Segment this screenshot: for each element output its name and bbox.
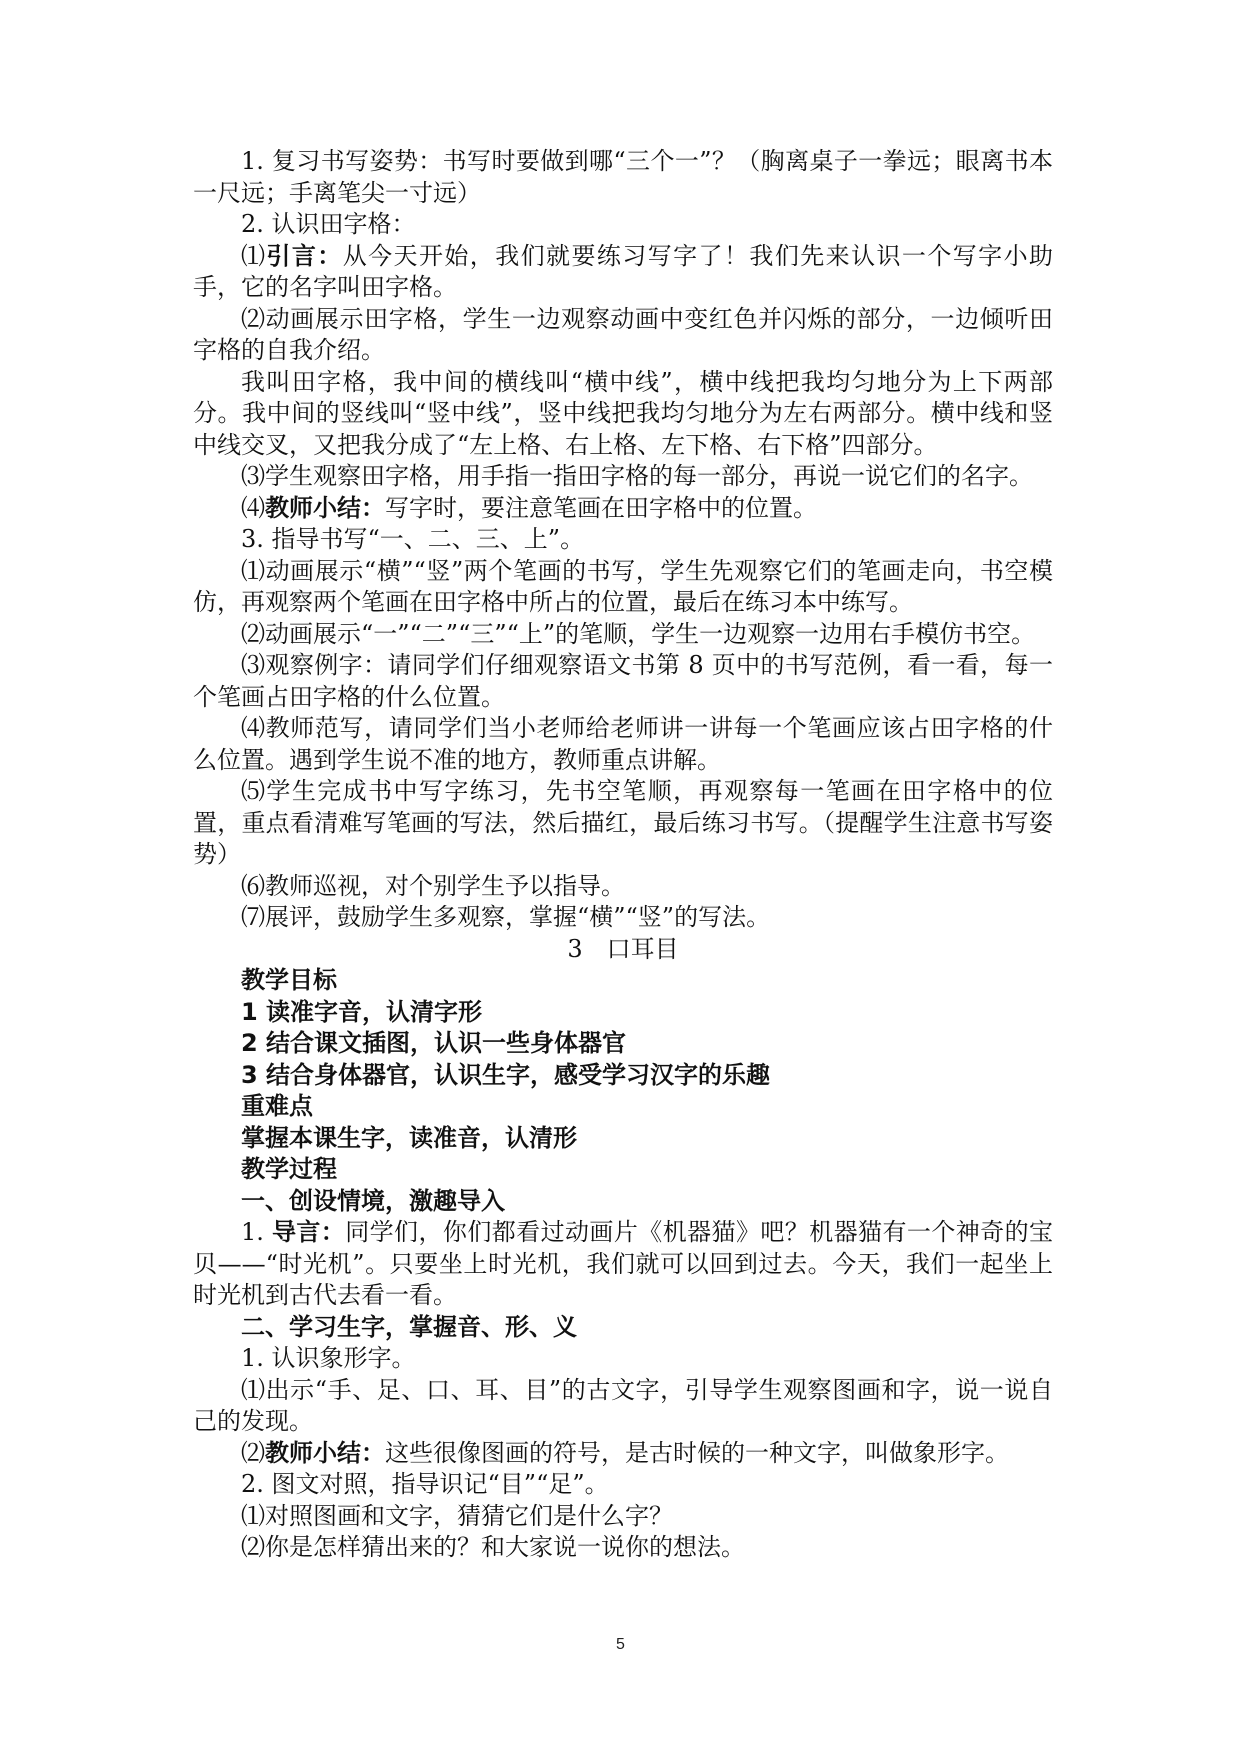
page-number: 5 xyxy=(616,1636,625,1653)
paragraph xyxy=(193,1217,1053,1312)
bold-label: 教师小结： xyxy=(265,1438,385,1467)
paragraph: ⑺展评，鼓励学生多观察，掌握“横”“竖”的写法。 xyxy=(241,903,771,931)
paragraph: ⑴出示“手、足、口、耳、目”的古文字，引导学生观察图画和字，说一说自己的发现。 xyxy=(193,1375,1053,1435)
paragraph: 3. 指导书写“一、二、三、上”。 xyxy=(241,525,585,553)
paragraph xyxy=(193,493,1053,525)
paragraph: ⑵你是怎样猜出来的？和大家说一说你的想法。 xyxy=(241,1533,745,1561)
paragraph: ⑴动画展示“横”“竖”两个笔画的书写，学生先观察它们的笔画走向，书空模仿，再观察两个笔画在田字格中所占的位置，最后在练习本中练写。 xyxy=(193,556,1053,616)
paragraph: ⑴对照图画和文字，猜猜它们是什么字？ xyxy=(241,1501,673,1530)
list-marker: ⑷ xyxy=(241,493,265,522)
list-marker: ⑵ xyxy=(241,1438,265,1467)
key-points: 掌握本课生字，读准音，认清形 xyxy=(241,1123,577,1152)
paragraph: ⑵动画展示“一”“二”“三”“上”的笔顺，学生一边观察一边用右手模仿书空。 xyxy=(241,619,1036,648)
section-heading: 重难点 xyxy=(241,1092,313,1120)
paragraph-text: 从今天开始，我们就要练习写字了！我们先来认识一个写字小助手，它的名字叫田字格。 xyxy=(193,241,1054,301)
lesson-title: 3 口耳目 xyxy=(567,934,679,963)
paragraph-text: 这些很像图画的符号，是古时候的一种文字，叫做象形字。 xyxy=(385,1438,1009,1467)
bold-label: 引言： xyxy=(266,241,343,270)
part-heading: 二、学习生字，掌握音、形、义 xyxy=(241,1312,577,1341)
paragraph-text: 同学们，你们都看过动画片《机器猫》吧？机器猫有一个神奇的宝贝——“时光机”。只要坐上时光机，我们就可以回到过去。今天，我们一起坐上时光机到古代去看一看。 xyxy=(193,1218,1054,1309)
paragraph: ⑶学生观察田字格，用手指一指田字格的每一部分，再说一说它们的名字。 xyxy=(241,462,1033,490)
section-heading: 教学目标 xyxy=(241,966,337,994)
goal-item: 2 结合课文插图，认识一些身体器官 xyxy=(241,1029,627,1057)
paragraph: ⑶观察例字：请同学们仔细观察语文书第 8 页中的书写范例，看一看，每一个笔画占田字格的什么位置。 xyxy=(193,651,1053,711)
paragraph: 2. 图文对照，指导识记“目”“足”。 xyxy=(241,1470,609,1498)
paragraph: 我叫田字格，我中间的横线叫“横中线”，横中线把我均匀地分为上下两部分。我中间的竖线叫“竖中线”，竖中线把我均匀地分为左右两部分。横中线和竖中线交叉，又把我分成了“左上格、右上格、左下格、右下格”四部分。 xyxy=(193,367,1053,459)
bold-label: 教师小结： xyxy=(265,493,385,522)
paragraph: ⑵动画展示田字格，学生一边观察动画中变红色并闪烁的部分，一边倾听田字格的自我介绍。 xyxy=(193,304,1053,364)
list-marker: 1. xyxy=(241,1218,272,1246)
page-body xyxy=(193,146,1053,1564)
paragraph-text: 写字时，要注意笔画在田字格中的位置。 xyxy=(385,493,817,522)
paragraph: 1. 复习书写姿势：书写时要做到哪“三个一”？（胸离桌子一拳远；眼离书本一尺远；手离笔尖一寸远） xyxy=(193,147,1053,207)
paragraph xyxy=(193,241,1053,304)
bold-label: 导言： xyxy=(271,1218,346,1246)
part-heading: 一、创设情境，激趣导入 xyxy=(241,1186,505,1215)
paragraph: ⑹教师巡视，对个别学生予以指导。 xyxy=(241,871,625,900)
paragraph: ⑸学生完成书中写字练习，先书空笔顺，再观察每一笔画在田字格中的位置，重点看清难写笔画的写法，然后描红，最后练习书写。（提醒学生注意书写姿势） xyxy=(193,777,1053,868)
paragraph: ⑷教师范写，请同学们当小老师给老师讲一讲每一个笔画应该占田字格的什么位置。遇到学生说不准的地方，教师重点讲解。 xyxy=(193,714,1053,774)
paragraph: 2. 认识田字格： xyxy=(241,210,416,238)
paragraph xyxy=(193,1438,1053,1470)
goal-item: 1 读准字音，认清字形 xyxy=(241,997,483,1026)
list-marker: ⑴ xyxy=(241,241,267,270)
paragraph: 1. 认识象形字。 xyxy=(241,1344,416,1372)
section-heading: 教学过程 xyxy=(241,1155,337,1183)
goal-item: 3 结合身体器官，认识生字，感受学习汉字的乐趣 xyxy=(241,1060,771,1089)
